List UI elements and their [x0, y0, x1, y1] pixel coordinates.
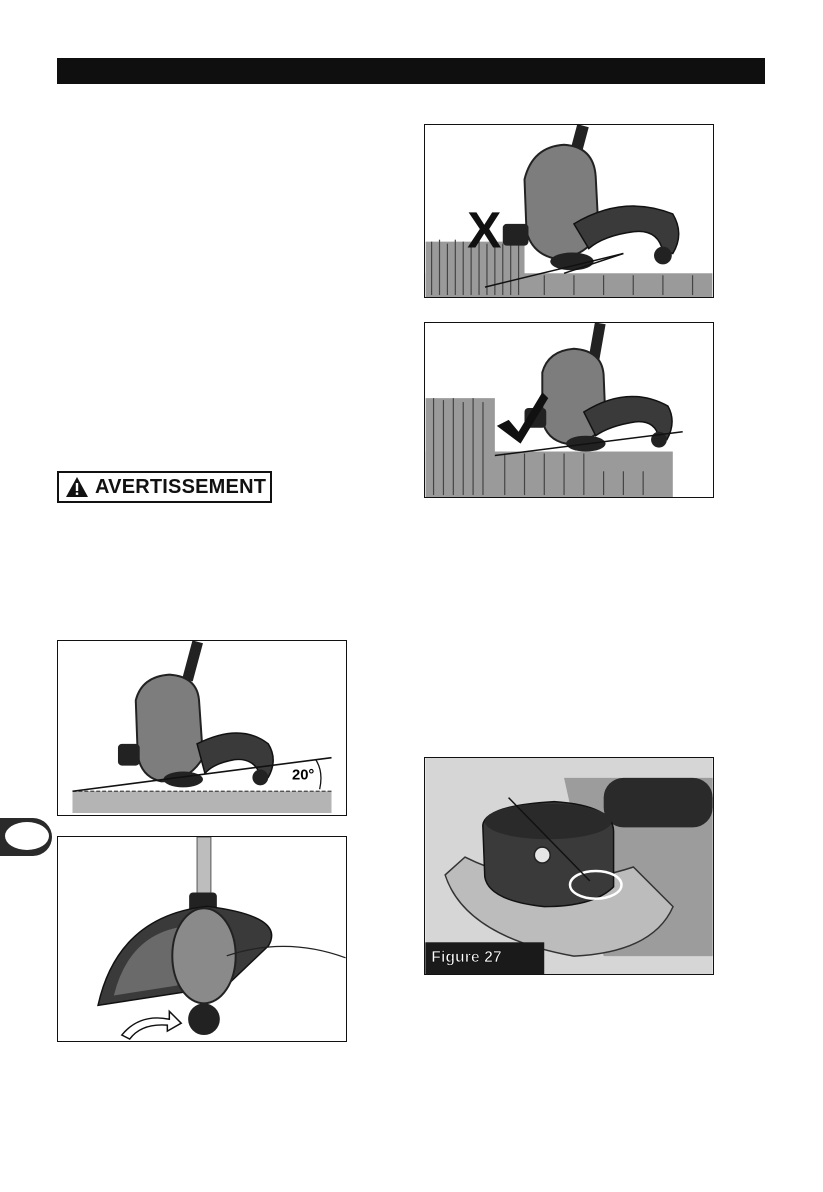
spool-photo-illustration	[425, 758, 713, 974]
figure-correct-angle	[424, 322, 714, 498]
language-tab-oval	[3, 820, 51, 852]
svg-text:X: X	[467, 200, 502, 259]
warning-label	[57, 471, 272, 503]
section-header-bar	[57, 58, 765, 84]
figure-tilt-angle	[57, 640, 347, 816]
x-mark-icon	[467, 201, 501, 259]
figure-caption: Figure 27	[431, 949, 502, 967]
curved-arrow-icon	[122, 1011, 181, 1039]
figure-spool-photo	[424, 757, 714, 975]
figure-wrong-angle	[424, 124, 714, 298]
correct-angle-illustration	[425, 323, 713, 497]
warning-text: AVERTISSEMENT	[95, 475, 267, 498]
tilt-angle-illustration	[58, 641, 346, 815]
wrong-angle-illustration	[425, 125, 713, 297]
angle-label: 20°	[291, 767, 315, 784]
warning-triangle-icon	[65, 476, 89, 498]
figure-sweep-motion	[57, 836, 347, 1042]
sweep-motion-illustration	[58, 837, 346, 1041]
